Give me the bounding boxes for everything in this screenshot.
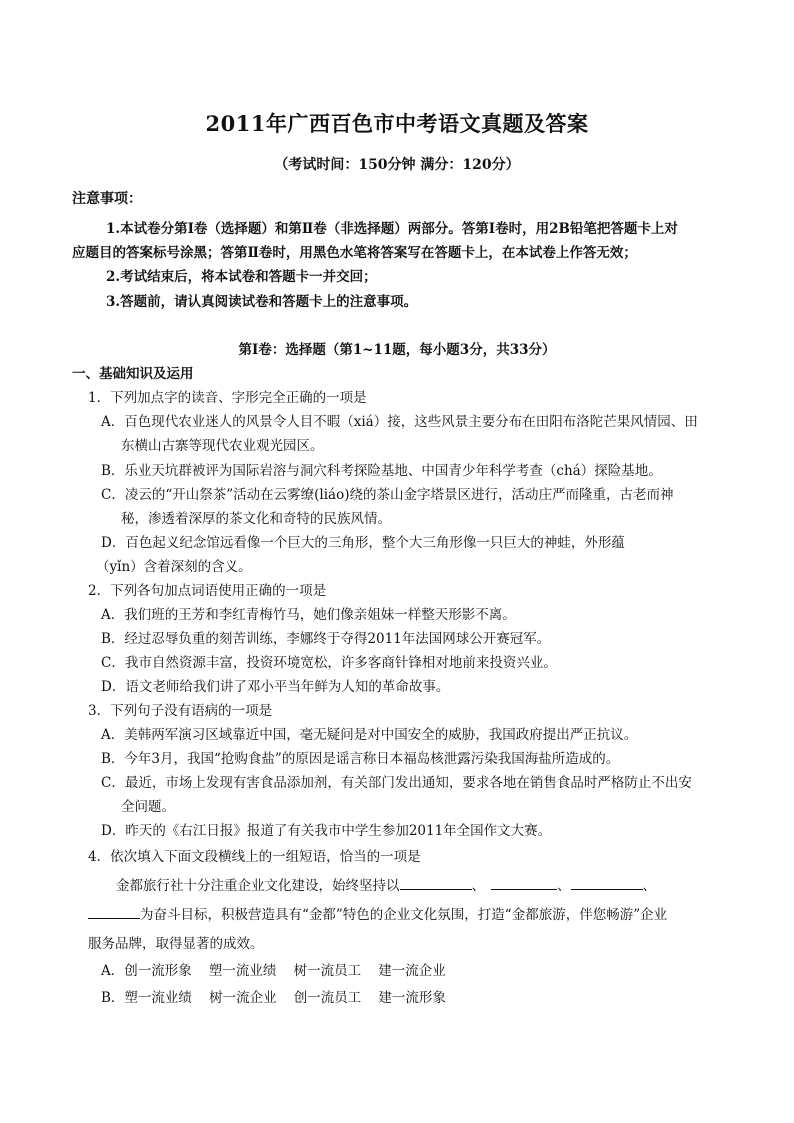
q1-option-c: C．凌云的“开山祭茶”活动在云雾缭(liáo)绕的茶山金字塔景区进行，活动庄严而隆重，古老而神 (101, 487, 674, 503)
q3-option-d: D．昨天的《右江日报》报道了有关我市中学生参加2011年全国作文大赛。 (101, 823, 552, 839)
exam-info: （考试时间：150分钟 满分：120分） (274, 157, 520, 173)
q1-option-d: D．百色起义纪念馆远看像一个巨大的三角形，整个大三角形像一只巨大的神蛙，外形蕴 (101, 535, 625, 551)
q3-option-c-cont: 全问题。 (121, 799, 175, 815)
q2-option-a: A．我们班的王芳和李红青梅竹马，她们像亲姐妹一样整天形影不离。 (101, 607, 516, 623)
q1-stem: 1．下列加点字的读音、字形完全正确的一项是 (88, 390, 367, 406)
q3-option-a: A．美韩两军演习区域靠近中国，毫无疑问是对中国安全的威胁，我国政府提出严正抗议。 (101, 727, 638, 743)
q4-para-text: 金都旅行社十分注重企业文化建设，始终坚持以 (116, 878, 400, 894)
notes-heading: 注意事项： (72, 191, 142, 207)
q1-option-d-cont: （yǐn）含着深刻的含义。 (96, 559, 252, 575)
notes-item-1-line-2: 应题目的答案标号涂黑；答第Ⅱ卷时，用黑色水笔将答案写在答题卡上，在本试卷上作答无效； (72, 245, 637, 261)
q4-paragraph-line-3: 服务品牌，取得显著的成效。 (88, 936, 264, 952)
q4-para-text: 为奋斗目标，积极营造具有“金都”特色的企业文化氛围，打造“金都旅游，伴您畅游”企业 (140, 907, 668, 923)
section1-heading: 一、基础知识及运用 (72, 366, 194, 382)
q4-paragraph-line-2 (88, 903, 667, 923)
notes-item-2: 2.考试结束后，将本试卷和答题卡一并交回； (106, 269, 377, 285)
q4-separator: 、 (557, 878, 571, 894)
q2-option-d: D．语文老师给我们讲了邓小平当年鲜为人知的革命故事。 (101, 679, 450, 695)
q1-option-b: B．乐业天坑群被评为国际岩溶与洞穴科考探险基地、中国青少年科学考查（chá）探险基地。 (101, 463, 662, 479)
q3-option-c: C．最近，市场上发现有害食品添加剂，有关部门发出通知，要求各地在销售食品时严格防止不出安 (101, 775, 692, 791)
q2-stem: 2．下列各句加点词语使用正确的一项是 (88, 583, 327, 599)
notes-item-3: 3.答题前，请认真阅读试卷和答题卡上的注意事项。 (106, 294, 418, 310)
q3-stem: 3．下列句子没有语病的一项是 (88, 703, 273, 719)
q4-option-a: A．创一流形象 塑一流业绩 树一流员工 建一流企业 (101, 963, 446, 979)
page-title: 2011年广西百色市中考语文真题及答案 (205, 111, 589, 136)
q4-blank-1 (400, 875, 472, 890)
q3-option-b: B．今年3月，我国“抢购食盐”的原因是谣言称日本福岛核泄露污染我国海盐所造成的。 (101, 751, 620, 767)
q4-blank-4 (88, 904, 140, 919)
q4-blank-3 (571, 875, 643, 890)
q4-paragraph-line-1 (116, 874, 656, 894)
q4-separator: 、 (642, 878, 656, 894)
part1-heading: 第Ⅰ卷：选择题（第1~11题，每小题3分，共33分） (238, 342, 556, 358)
q4-stem: 4．依次填入下面文段横线上的一组短语，恰当的一项是 (88, 849, 421, 865)
q4-option-b: B．塑一流业绩 树一流企业 创一流员工 建一流形象 (101, 990, 446, 1006)
q4-blank-2 (491, 875, 557, 890)
q2-option-b: B．经过忍辱负重的刻苦训练，李娜终于夺得2011年法国网球公开赛冠军。 (101, 631, 551, 647)
q1-option-a: A．百色现代农业迷人的风景令人目不暇（xiá）接，这些风景主要分布在田阳布洛陀芒果风情园、田 (101, 414, 698, 430)
q1-option-c-cont: 秘，渗透着深厚的茶文化和奇特的民族风情。 (121, 511, 391, 527)
notes-item-1-line-1: 1.本试卷分第Ⅰ卷（选择题）和第Ⅱ卷（非选择题）两部分。答第Ⅰ卷时，用2B铅笔把答题卡上对 (106, 221, 678, 237)
q1-option-a-cont: 东横山古寨等现代农业观光园区。 (121, 438, 324, 454)
q4-separator: 、 (471, 878, 485, 894)
q2-option-c: C．我市自然资源丰富，投资环境宽松，许多客商针锋相对地前来投资兴业。 (101, 655, 557, 671)
